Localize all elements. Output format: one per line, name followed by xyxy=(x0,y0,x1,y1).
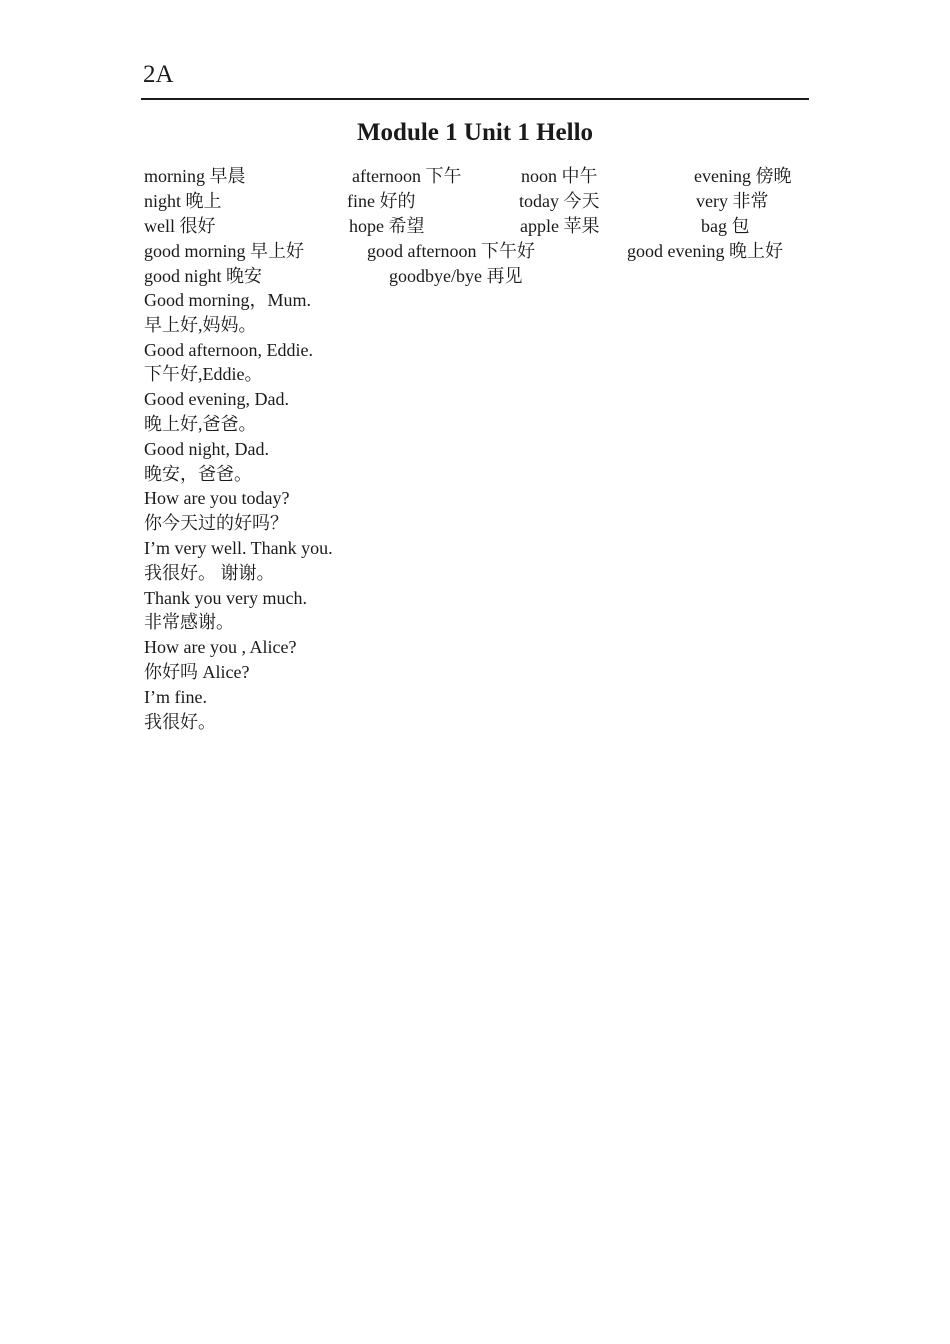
sentence-list xyxy=(144,288,784,734)
sentence-line: How are you , Alice? xyxy=(144,637,297,658)
grade-label: 2A xyxy=(143,61,174,88)
sentence-line: I’m very well. Thank you. xyxy=(144,537,333,558)
sentence-line: Good evening, Dad. xyxy=(144,389,289,410)
vocab-item: apple 苹果 xyxy=(520,216,600,236)
vocab-item: evening 傍晚 xyxy=(694,166,792,186)
sentence-line: Good morning，Mum. xyxy=(144,290,312,310)
vocab-item: good evening 晚上好 xyxy=(627,241,783,261)
vocab-item: very 非常 xyxy=(696,191,769,211)
sentence-line: 晚上好,爸爸。 xyxy=(144,413,257,434)
vocab-item: good afternoon 下午好 xyxy=(367,241,535,261)
sentence-line: 我很好。 谢谢。 xyxy=(144,562,275,583)
vocab-item: good night 晚安 xyxy=(144,266,263,286)
vocab-item: hope 希望 xyxy=(349,216,425,236)
sentence-line: 下午好,Eddie。 xyxy=(144,364,263,385)
vocab-item: fine 好的 xyxy=(347,191,416,211)
page-title: Module 1 Unit 1 Hello xyxy=(356,119,594,146)
vocab-item: night 晚上 xyxy=(144,191,222,211)
sentence-line: 非常感谢。 xyxy=(144,612,234,633)
sentence-line: How are you today? xyxy=(144,488,290,509)
sentence-line: 我很好。 xyxy=(144,711,216,732)
vocab-item: afternoon 下午 xyxy=(352,166,462,186)
vocab-item: bag 包 xyxy=(701,216,750,236)
sentence-line: I’m fine. xyxy=(144,686,207,707)
sentence-line: Thank you very much. xyxy=(144,587,307,608)
sentence-line: 晚安，爸爸。 xyxy=(144,463,252,484)
vocab-item: well 很好 xyxy=(144,216,216,236)
sentence-line: 早上好,妈妈。 xyxy=(144,314,257,335)
vocab-item: goodbye/bye 再见 xyxy=(389,266,523,286)
sentence-line: 你好吗 Alice? xyxy=(144,661,250,682)
vocab-item: good morning 早上好 xyxy=(144,241,304,261)
vocab-item: morning 早晨 xyxy=(144,166,246,186)
vocab-item: today 今天 xyxy=(519,191,600,211)
vocabulary-section xyxy=(0,0,950,300)
vocab-item: noon 中午 xyxy=(521,166,598,186)
sentence-line: Good afternoon, Eddie. xyxy=(144,339,313,360)
sentence-line: 你今天过的好吗？ xyxy=(144,513,288,534)
sentence-line: Good night, Dad. xyxy=(144,438,269,459)
